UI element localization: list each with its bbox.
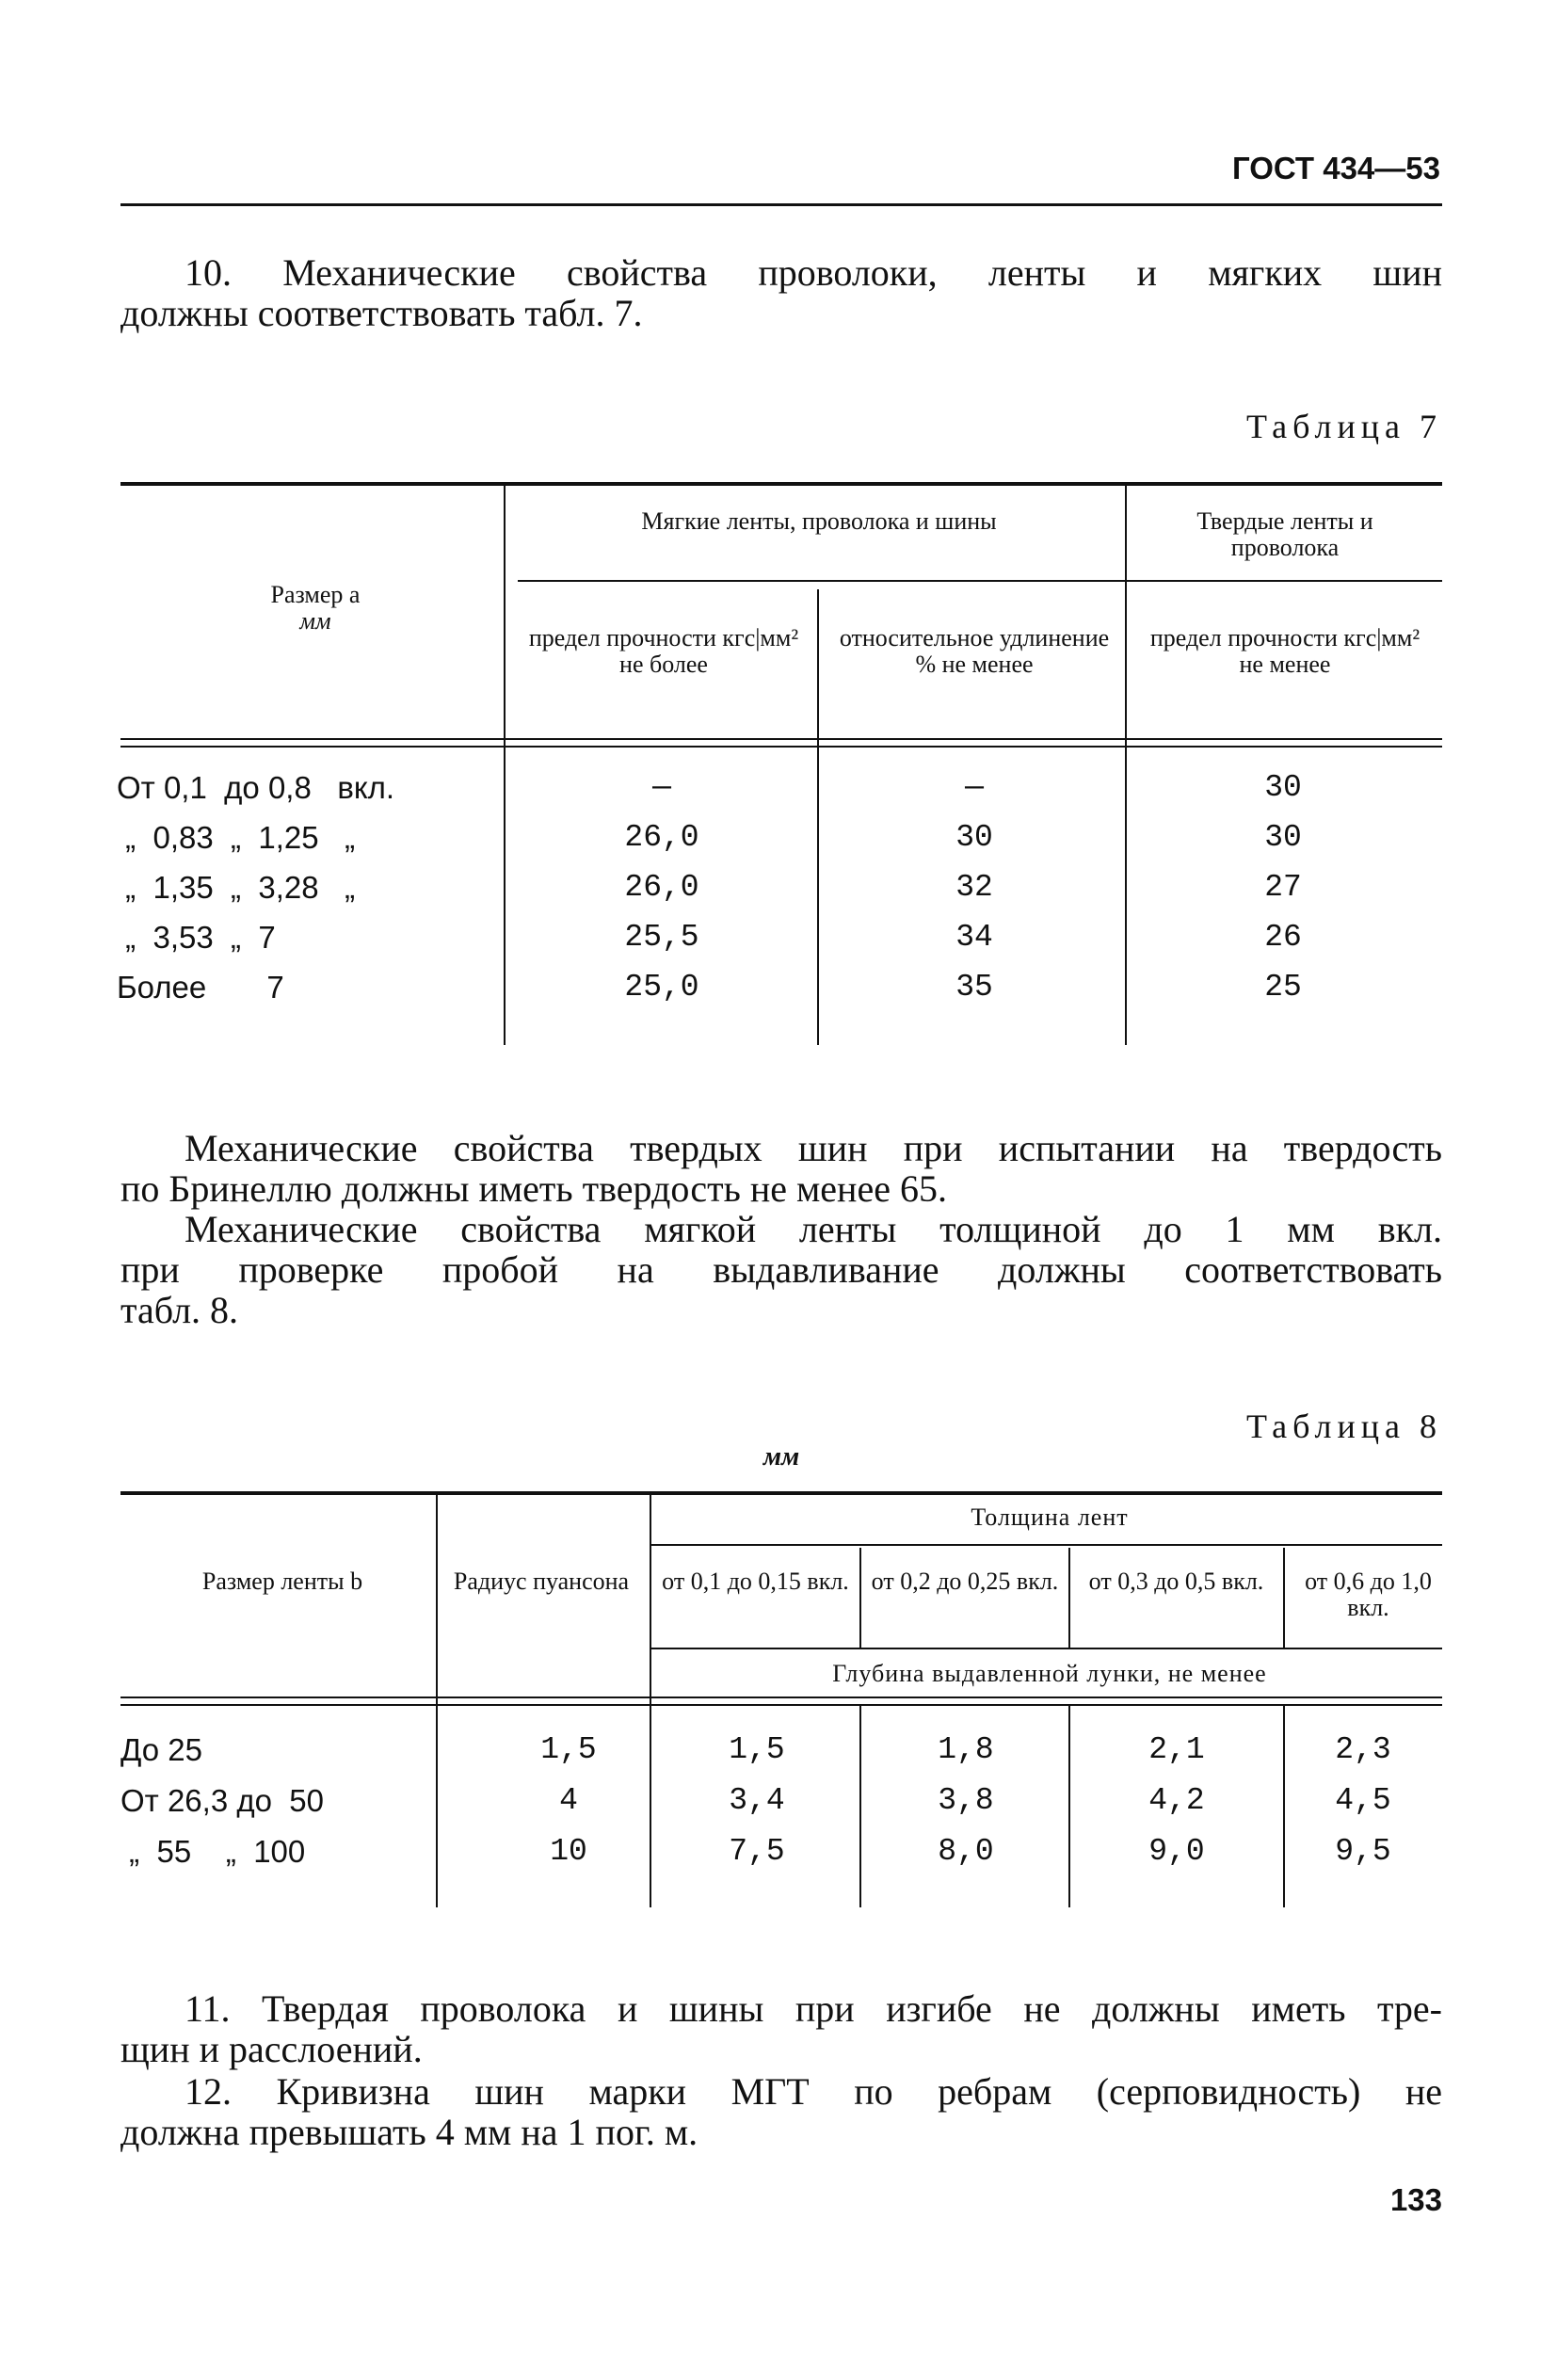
table7-group-hard: Твердые ленты и проволока (1196, 507, 1373, 561)
table8-thick-col-3: от 0,3 до 0,5 вкл. (1088, 1568, 1264, 1595)
table7-group-rule (518, 580, 1442, 582)
table8-cell-depth-4: 2,3 (1335, 1732, 1391, 1767)
table8-group-rule (650, 1544, 1442, 1546)
table7-cell-size: От 0,1 до 0,8 вкл. (117, 770, 395, 805)
table8-col-size: Размер ленты b (201, 1568, 363, 1595)
paragraph-hardness (120, 1128, 1442, 1209)
paragraph-12-line2: должна превышать 4 мм на 1 пог. м. (120, 2111, 698, 2153)
paragraph-10-line1: 10. Механические свойства проволоки, ленты и мягких шин (185, 251, 1442, 294)
table7-row (117, 870, 1442, 917)
table8-col-radius: Радиус пуансона (453, 1568, 630, 1595)
table8-cell-size: От 26,3 до 50 (120, 1783, 324, 1818)
table7-cell-strength-hard: 26 (1264, 920, 1302, 955)
paragraph-10 (120, 252, 1442, 333)
table7-row (117, 820, 1442, 867)
table7-cell-elongation: 35 (955, 970, 993, 1005)
table8-cell-depth-3: 4,2 (1148, 1783, 1205, 1818)
table8-cell-depth-3: 2,1 (1148, 1732, 1205, 1767)
table8-cell-depth-4: 9,5 (1335, 1834, 1391, 1869)
paragraph-soft-line2: при проверке пробой на выдавливание должны соответствовать (120, 1248, 1442, 1291)
table8-cell-radius: 10 (550, 1834, 587, 1869)
table7-cell-size: „ 0,83 „ 1,25 „ (117, 820, 356, 855)
paragraph-12-line1: 12. Кривизна шин марки МГТ по ребрам (серповидность) не (185, 2070, 1442, 2113)
table8-cell-depth-4: 4,5 (1335, 1783, 1391, 1818)
table7-cell-size: Более 7 (117, 970, 284, 1005)
table8-thick-col-1: от 0,1 до 0,15 вкл. (662, 1568, 849, 1595)
table8-header-rule-1 (120, 1697, 1442, 1698)
paragraph-hardness-line2: по Бринеллю должны иметь твердость не менее 65. (120, 1167, 947, 1210)
table7-cell-elongation: 34 (955, 920, 993, 955)
table8-cell-depth-1: 7,5 (729, 1834, 785, 1869)
table8-vline-4 (1068, 1548, 1070, 1648)
table7-col-size: Размер a мм (270, 581, 361, 635)
table7-header-rule-2 (120, 746, 1442, 748)
table7-cell-size: „ 3,53 „ 7 (117, 920, 276, 955)
table7-cell-strength-soft: 25,5 (624, 920, 699, 955)
table8-row (117, 1732, 1442, 1779)
table8-row (117, 1783, 1442, 1830)
paragraph-11-line2: щин и расслоений. (120, 2028, 423, 2070)
table8-sub-rule (650, 1648, 1442, 1649)
table7-cell-strength-hard: 30 (1264, 770, 1302, 805)
table8-caption: Таблица 8 (1246, 1407, 1442, 1445)
table7-cell-strength-soft: 26,0 (624, 870, 699, 905)
table7-cell-size: „ 1,35 „ 3,28 „ (117, 870, 356, 905)
table7-group-soft: Мягкие ленты, проволока и шины (641, 507, 997, 535)
table7-cell-elongation: — (965, 770, 984, 805)
table8-thick-col-4: от 0,6 до 1,0 вкл. (1305, 1568, 1432, 1621)
table7-cell-strength-soft: 26,0 (624, 820, 699, 855)
table7-caption: Таблица 7 (1246, 408, 1442, 445)
table8-depth-label: Глубина выдавленной лунки, не менее (832, 1660, 1267, 1687)
table8-cell-depth-1: 1,5 (729, 1732, 785, 1767)
table7-sub-strength-hard: предел прочности кгс|мм² не менее (1149, 624, 1421, 678)
paragraph-11-line1: 11. Твердая проволока и шины при изгибе не должны иметь тре- (185, 1987, 1442, 2030)
table8-cell-depth-2: 8,0 (938, 1834, 994, 1869)
table8-group-thickness: Толщина лент (971, 1504, 1129, 1531)
table8-row (117, 1834, 1442, 1881)
table7-cell-elongation: 32 (955, 870, 993, 905)
table8-cell-size: „ 55 „ 100 (120, 1834, 306, 1869)
paragraph-soft-line1: Механические свойства мягкой ленты толщиной до 1 мм вкл. (185, 1208, 1442, 1250)
table7-cell-strength-hard: 27 (1264, 870, 1302, 905)
paragraph-soft-line3: табл. 8. (120, 1289, 239, 1331)
table7-cell-strength-soft: 25,0 (624, 970, 699, 1005)
paragraph-12 (120, 2071, 1442, 2152)
table8-cell-depth-3: 9,0 (1148, 1834, 1205, 1869)
table7-cell-strength-hard: 25 (1264, 970, 1302, 1005)
table8-cell-size: До 25 (120, 1732, 202, 1767)
table7-cell-strength-hard: 30 (1264, 820, 1302, 855)
table8-cell-depth-2: 1,8 (938, 1732, 994, 1767)
paragraph-soft-tape (120, 1209, 1442, 1330)
paragraph-10-line2: должны соответствовать табл. 7. (120, 292, 643, 334)
table8-cell-radius: 1,5 (540, 1732, 597, 1767)
table8-vline-5 (1283, 1548, 1285, 1648)
table8-cell-radius: 4 (559, 1783, 578, 1818)
table7-row (117, 770, 1442, 817)
header-rule (120, 203, 1442, 206)
table7-cell-strength-soft: — (652, 770, 671, 805)
table8-header-rule-2 (120, 1704, 1442, 1706)
table7-sub-strength-soft: предел прочности кгс|мм² не более (528, 624, 799, 678)
table7-cell-elongation: 30 (955, 820, 993, 855)
table7-row (117, 970, 1442, 1017)
table8-cell-depth-1: 3,4 (729, 1783, 785, 1818)
table7-top-rule (120, 482, 1442, 486)
paragraph-hardness-line1: Механические свойства твердых шин при испытании на твердость (185, 1127, 1442, 1169)
table8-top-rule (120, 1491, 1442, 1495)
table8-vline-3 (859, 1548, 861, 1648)
paragraph-11 (120, 1988, 1442, 2069)
table8-unit: мм (762, 1442, 800, 1471)
standard-header: ГОСТ 434—53 (1231, 151, 1440, 185)
table7-header-rule-1 (120, 738, 1442, 740)
table7-row (117, 920, 1442, 967)
table7-sub-elongation: относительное удлинение % не менее (839, 624, 1110, 678)
table8-cell-depth-2: 3,8 (938, 1783, 994, 1818)
page-number: 133 (1389, 2182, 1442, 2217)
table8-thick-col-2: от 0,2 до 0,25 вкл. (871, 1568, 1059, 1595)
